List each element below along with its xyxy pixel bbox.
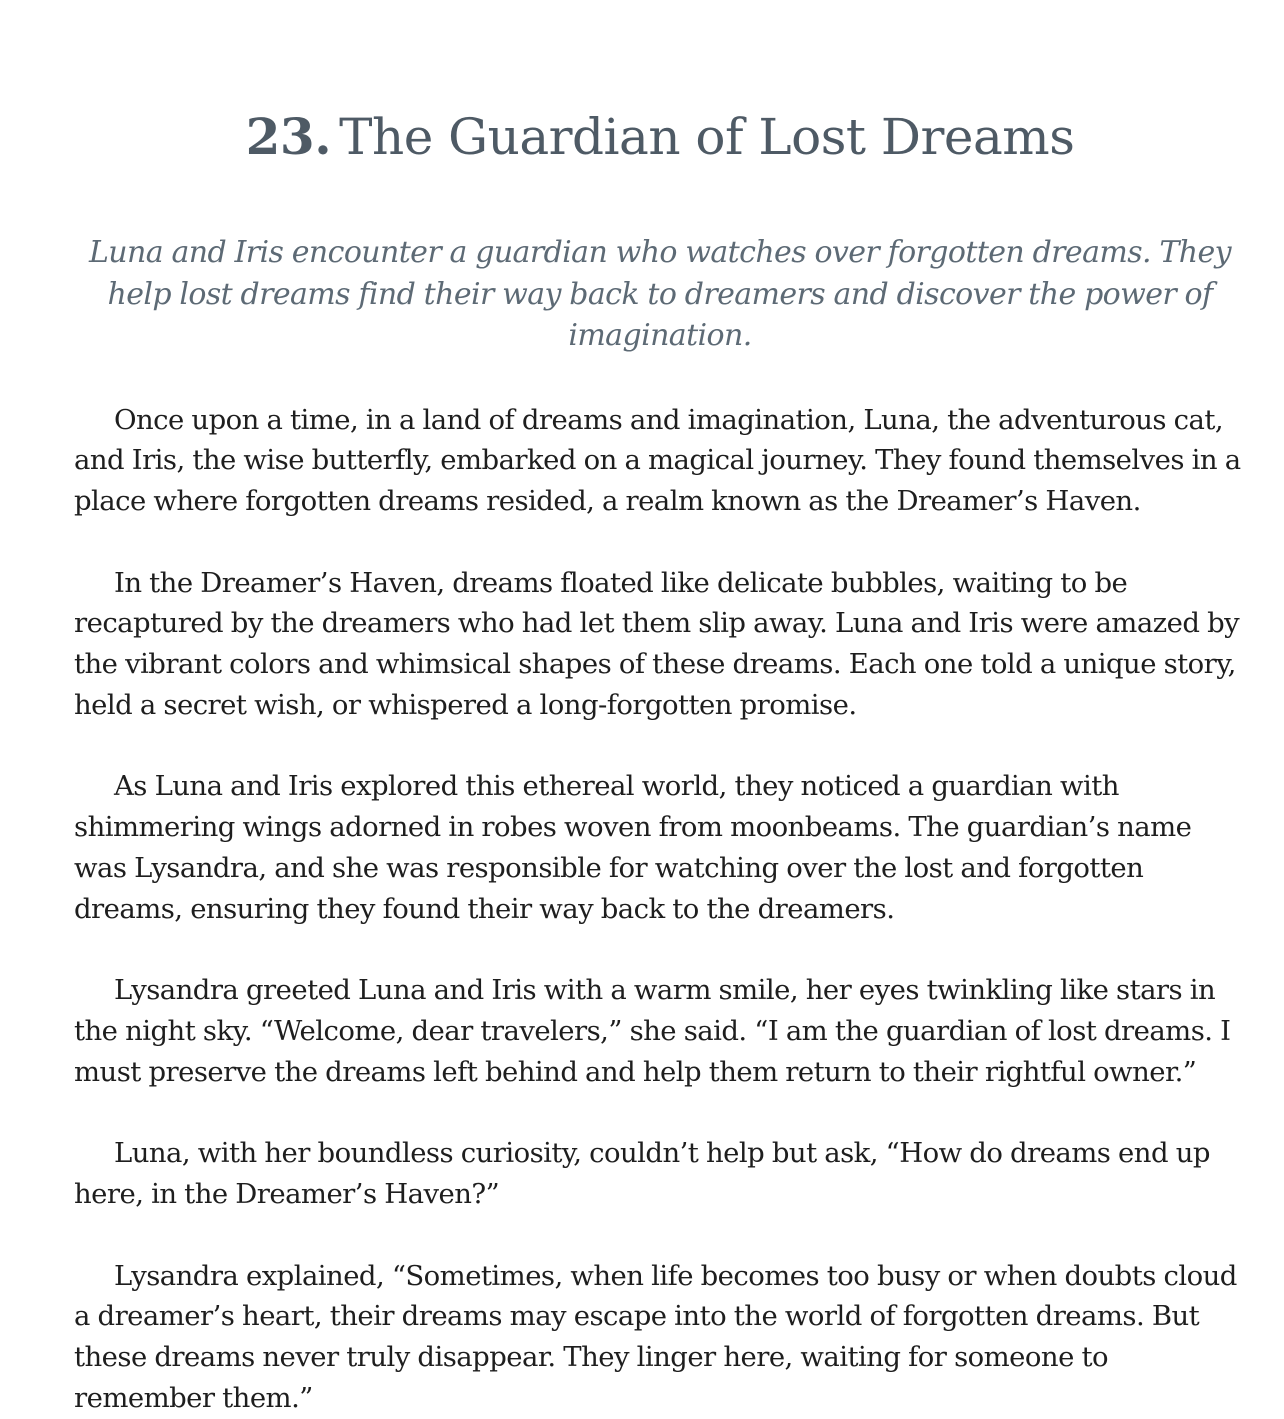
body-paragraph: Luna, with her boundless curiosity, couldn’t help but ask, “How do dreams end up here, in the Dreamer’s Haven?” [74,1137,1210,1211]
chapter-title: The Guardian of Lost Dreams [339,108,1075,166]
body-paragraph: In the Dreamer’s Haven, dreams floated like delicate bubbles, waiting to be recaptured by the dreamers who had let them slip away. Luna and Iris were amazed by the vibrant colors and whimsical shapes of these dreams. Each one told a unique story, held a secret wish, or whispered a long-forgotten promise. [74,566,1240,721]
chapter-heading [74,0,1246,170]
body-paragraph: Lysandra explained, “Sometimes, when life becomes too busy or when doubts cloud a dreamer’s heart, their dreams may escape into the world of forgotten dreams. But these dreams never truly disappear. They linger here, waiting for someone to remember them.” [74,1259,1237,1414]
body-paragraph: Once upon a time, in a land of dreams and imagination, Luna, the adventurous cat, and Iris, the wise butterfly, embarked on a magical journey. They found themselves in a place where forgotten dreams resided, a realm known as the Dreamer’s Haven. [74,403,1241,517]
body-paragraph: Lysandra greeted Luna and Iris with a warm smile, her eyes twinkling like stars in the night sky. “Welcome, dear travelers,” she said. “I am the guardian of lost dreams. I must preserve the dreams left behind and help them return to their rightful owner.” [74,974,1231,1088]
chapter-summary: Luna and Iris encounter a guardian who watches over forgotten dreams. They help lost dreams find their way back to dreamers and discover the power of imagination. [88,235,1232,353]
document-page [74,0,1246,1419]
body-paragraph: As Luna and Iris explored this ethereal world, they noticed a guardian with shimmering wings adorned in robes woven from moonbeams. The guardian’s name was Lysandra, and she was responsible for watching over the lost and forgotten dreams, ensuring they found their way back to the dreamers. [74,770,1192,925]
chapter-number: 23. [245,107,332,166]
